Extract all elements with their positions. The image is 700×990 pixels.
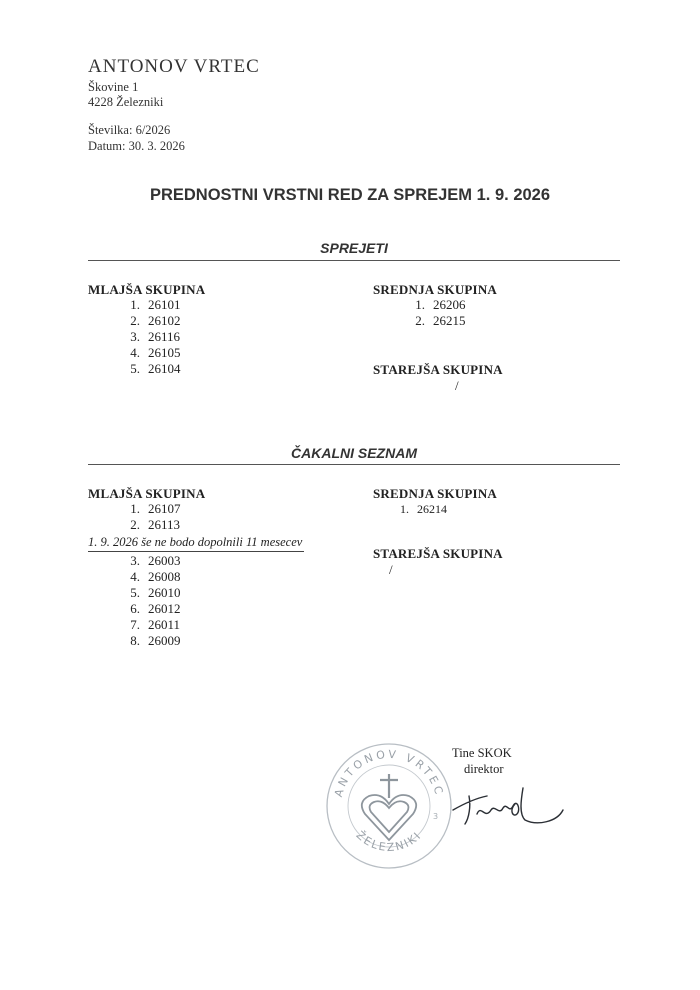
waiting-mlajsa-list-bottom: [118, 553, 181, 649]
section-heading-waiting: ČAKALNI SEZNAM: [291, 445, 417, 461]
cross-icon: [380, 774, 398, 798]
waiting-starejsa-heading: STAREJŠA SKUPINA: [373, 546, 503, 561]
address-city: 4228 Železniki: [88, 95, 164, 109]
list-item: 4. 26008: [130, 569, 181, 584]
list-item: 1. 26101: [130, 297, 181, 312]
waiting-mlajsa-heading: MLAJŠA SKUPINA: [88, 486, 206, 501]
accepted-starejsa-value: /: [455, 378, 459, 393]
section-divider: [88, 464, 620, 465]
list-item: 1. 26107: [130, 501, 181, 516]
document-date: Datum: 30. 3. 2026: [88, 139, 185, 153]
waiting-srednja-list: [387, 501, 447, 517]
svg-text:ANTONOV VRTEC: ANTONOV VRTEC: [331, 747, 447, 799]
svg-text:ŽELEZNIKI: ŽELEZNIKI: [353, 828, 425, 855]
list-item: 1. 26206: [415, 297, 466, 312]
director-name: Tine SKOK: [452, 746, 512, 760]
accepted-starejsa-heading: STAREJŠA SKUPINA: [373, 362, 503, 377]
director-title: direktor: [464, 762, 504, 776]
waiting-srednja-heading: SREDNJA SKUPINA: [373, 486, 497, 501]
accepted-mlajsa-list: [118, 297, 181, 377]
list-item: 5. 26104: [130, 361, 181, 376]
section-divider: [88, 260, 620, 261]
list-item: 2. 26215: [415, 313, 466, 328]
age-note: 1. 9. 2026 še ne bodo dopolnili 11 mesecev: [88, 534, 304, 552]
list-item: 4. 26105: [130, 345, 181, 360]
list-item: 8. 26009: [130, 633, 181, 648]
svg-text:3: 3: [433, 812, 439, 821]
organization-name: ANTONOV VRTEC: [88, 56, 260, 77]
list-item: 1. 26214: [400, 502, 447, 516]
section-heading-accepted: SPREJETI: [320, 240, 388, 256]
list-item: 3. 26116: [130, 329, 181, 344]
accepted-srednja-list: [403, 297, 466, 329]
document-number: Številka: 6/2026: [88, 123, 171, 137]
official-stamp: [325, 742, 453, 870]
list-item: 2. 26113: [130, 517, 181, 532]
heart-icon: [362, 795, 416, 840]
address-street: Škovine 1: [88, 80, 139, 94]
document-title: PREDNOSTNI VRSTNI RED ZA SPREJEM 1. 9. 2026: [149, 186, 551, 204]
accepted-srednja-heading: SREDNJA SKUPINA: [373, 282, 497, 297]
waiting-mlajsa-list-top: [118, 501, 181, 533]
list-item: 2. 26102: [130, 313, 181, 328]
handwritten-signature: [447, 780, 567, 836]
waiting-starejsa-value: /: [389, 562, 393, 577]
list-item: 5. 26010: [130, 585, 181, 600]
list-item: 3. 26003: [130, 553, 181, 568]
accepted-mlajsa-heading: MLAJŠA SKUPINA: [88, 282, 206, 297]
list-item: 6. 26012: [130, 601, 181, 616]
list-item: 7. 26011: [130, 617, 181, 632]
